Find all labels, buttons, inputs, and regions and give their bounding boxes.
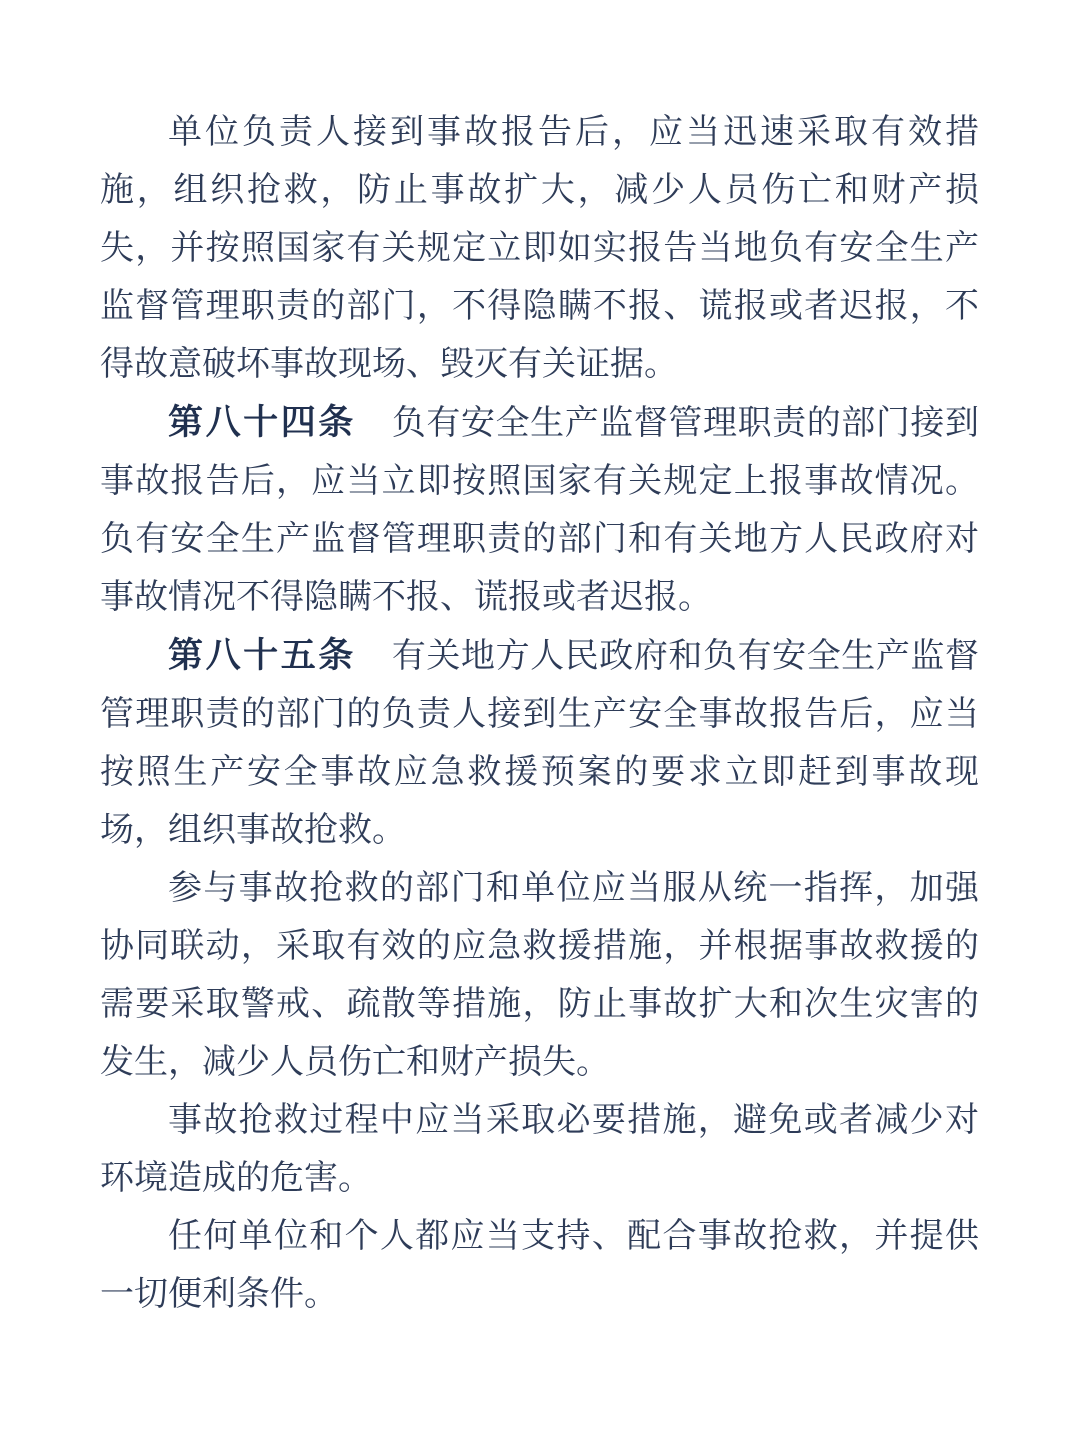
article-number: 第八十四条 xyxy=(168,403,356,442)
paragraph-text: 单位负责人接到事故报告后，应当迅速采取有效措施，组织抢救，防止事故扩大，减少人员伤亡和财产损失，并按照国家有关规定立即如实报告当地负有安全生产监督管理职责的部门，不得隐瞒不报、谎报或者迟报，不得故意破坏事故现场、毁灭有关证据。 xyxy=(100,114,979,383)
paragraph xyxy=(100,394,979,627)
paragraph-text: 任何单位和个人都应当支持、配合事故抢救，并提供一切便利条件。 xyxy=(100,1218,979,1313)
paragraph xyxy=(100,860,979,1092)
paragraph xyxy=(100,104,979,394)
paragraph xyxy=(100,627,979,860)
paragraph xyxy=(100,1208,979,1324)
article-number: 第八十五条 xyxy=(168,636,356,675)
paragraph xyxy=(100,1092,979,1208)
paragraph-text: 事故抢救过程中应当采取必要措施，避免或者减少对环境造成的危害。 xyxy=(100,1102,979,1197)
paragraph-text: 有关地方人民政府和负有安全生产监督管理职责的部门的负责人接到生产安全事故报告后，应当按照生产安全事故应急救援预案的要求立即赶到事故现场，组织事故抢救。 xyxy=(100,638,979,849)
paragraph-text: 负有安全生产监督管理职责的部门接到事故报告后，应当立即按照国家有关规定上报事故情况。负有安全生产监督管理职责的部门和有关地方人民政府对事故情况不得隐瞒不报、谎报或者迟报。 xyxy=(100,405,979,616)
paragraph-text: 参与事故抢救的部门和单位应当服从统一指挥，加强协同联动，采取有效的应急救援措施，并根据事故救援的需要采取警戒、疏散等措施，防止事故扩大和次生灾害的发生，减少人员伤亡和财产损失。 xyxy=(100,870,979,1081)
